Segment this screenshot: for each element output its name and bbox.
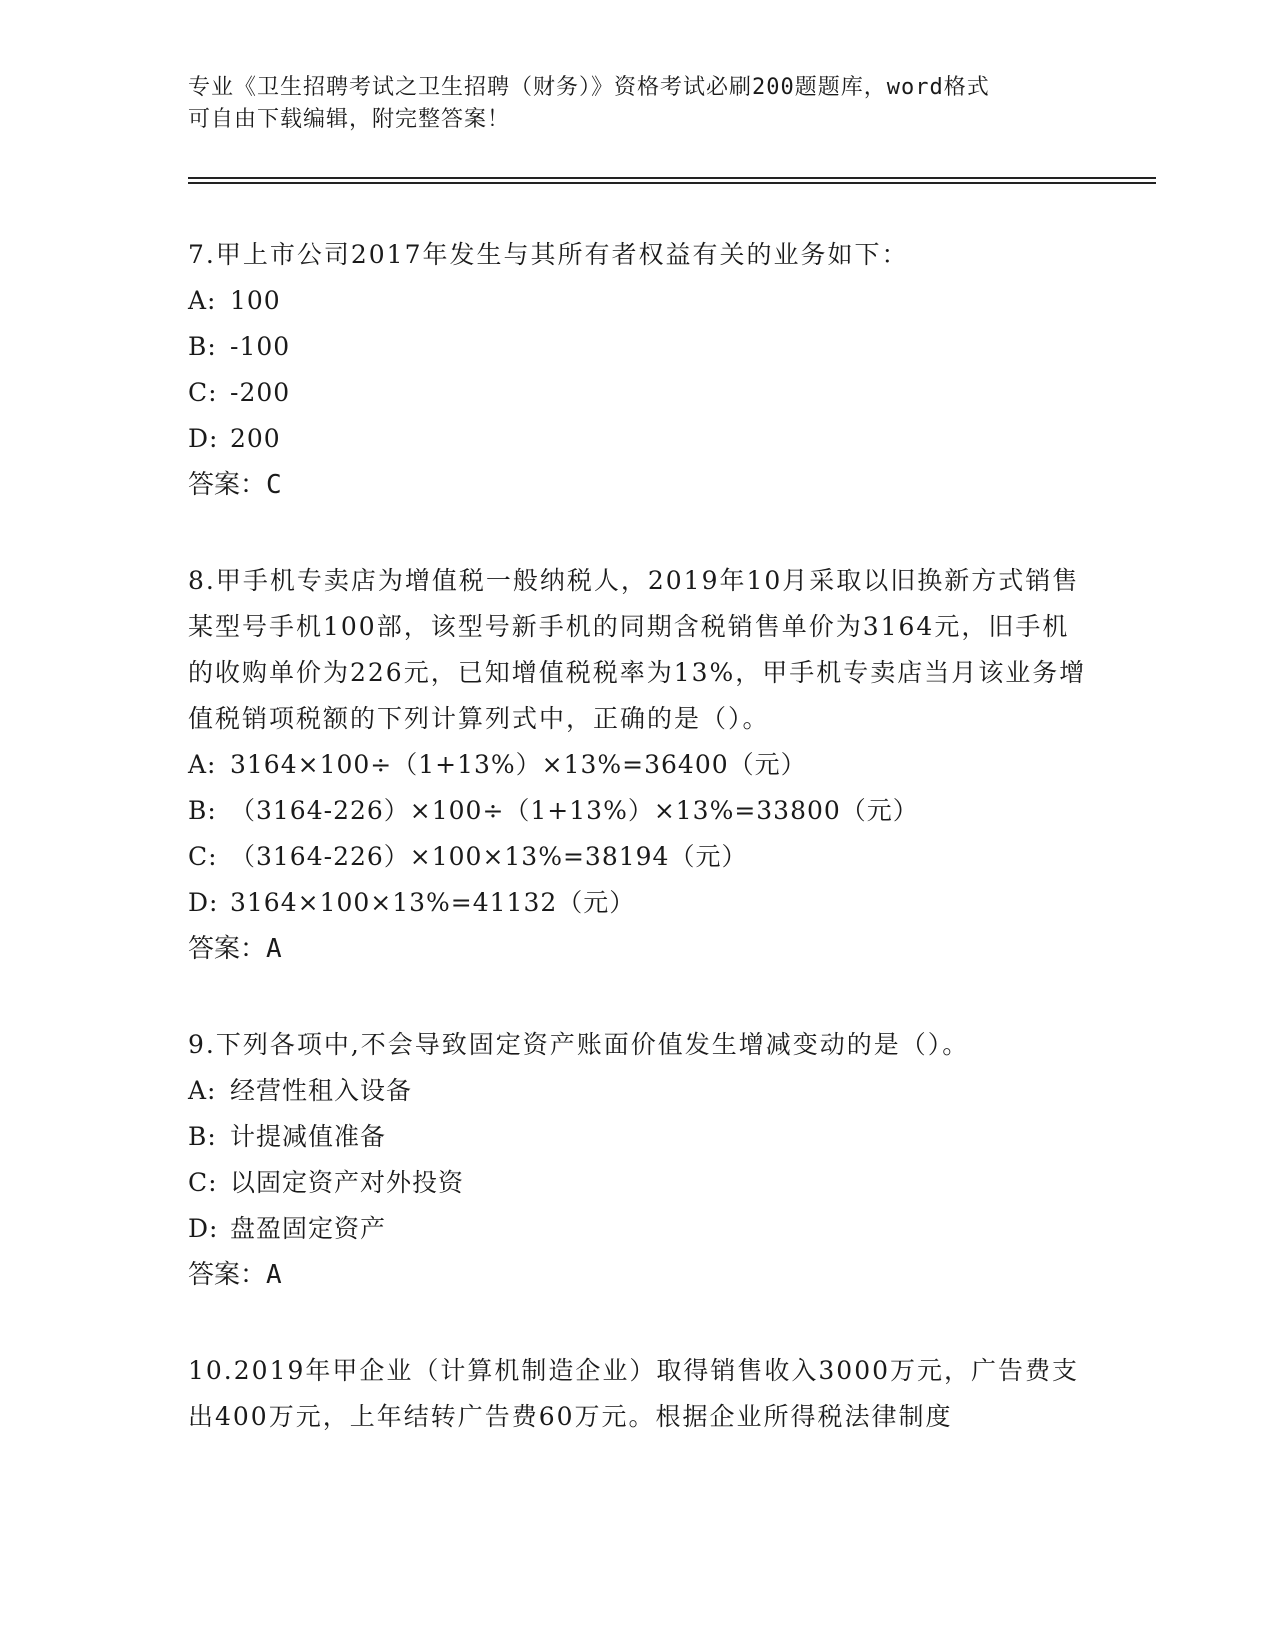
option-value: 计提减值准备 (230, 1122, 387, 1151)
option-key: C: (188, 1168, 218, 1197)
document-header (188, 72, 1068, 136)
header-divider-top (188, 177, 1156, 179)
option-key: B: (188, 796, 217, 825)
option-c (188, 370, 1088, 416)
question-10 (188, 1348, 1088, 1440)
option-key: A: (188, 1076, 217, 1105)
question-list (188, 232, 1088, 1490)
option-key: C: (188, 842, 218, 871)
header-divider-bottom (188, 182, 1156, 184)
option-b (188, 788, 1088, 834)
question-9 (188, 1022, 1088, 1298)
option-key: B: (188, 332, 217, 361)
option-value: 盘盈固定资产 (230, 1214, 387, 1243)
question-text: 7.甲上市公司2017年发生与其所有者权益有关的业务如下： (188, 240, 909, 269)
header-line-2: 可自由下载编辑，附完整答案！ (188, 107, 511, 132)
answer-label: 答案：C (188, 470, 282, 500)
question-8 (188, 558, 1088, 972)
option-b (188, 324, 1088, 370)
question-text: 8.甲手机专卖店为增值税一般纳税人，2019年10月采取以旧换新方式销售某型号手机100部，该型号新手机的同期含税销售单价为3164元，旧手机的收购单价为226元，已知增值税税率为13%，甲手机专卖店当月该业务增值税销项税额的下列计算列式中，正确的是（）。 (188, 566, 1087, 733)
option-key: A: (188, 286, 217, 315)
answer-label: 答案：A (188, 934, 282, 964)
question-text: 10.2019年甲企业（计算机制造企业）取得销售收入3000万元，广告费支出400万元，上年结转广告费60万元。根据企业所得税法律制度 (188, 1356, 1080, 1431)
option-d (188, 416, 1088, 462)
option-a (188, 742, 1088, 788)
option-key: C: (188, 378, 218, 407)
option-value: （3164-226）×100×13%=38194（元） (230, 842, 748, 871)
option-key: D: (188, 1214, 219, 1243)
option-value: 3164×100×13%=41132（元） (230, 888, 636, 917)
option-value: 100 (230, 286, 281, 315)
option-value: 200 (230, 424, 281, 453)
option-d (188, 880, 1088, 926)
option-a (188, 1068, 1088, 1114)
option-value: -200 (230, 378, 291, 407)
option-key: B: (188, 1122, 217, 1151)
option-value: 经营性租入设备 (230, 1076, 413, 1105)
option-c (188, 834, 1088, 880)
question-7 (188, 232, 1088, 508)
option-a (188, 278, 1088, 324)
option-key: D: (188, 424, 219, 453)
option-key: A: (188, 750, 217, 779)
answer-label: 答案：A (188, 1260, 282, 1290)
option-value: 3164×100÷（1+13%）×13%=36400（元） (230, 750, 807, 779)
header-line-1: 专业《卫生招聘考试之卫生招聘（财务）》资格考试必刷200题题库，word格式 (188, 75, 990, 100)
option-value: -100 (230, 332, 291, 361)
option-key: D: (188, 888, 219, 917)
option-d (188, 1206, 1088, 1252)
option-value: （3164-226）×100÷（1+13%）×13%=33800（元） (230, 796, 919, 825)
option-c (188, 1160, 1088, 1206)
option-value: 以固定资产对外投资 (230, 1168, 465, 1197)
question-text: 9.下列各项中,不会导致固定资产账面价值发生增减变动的是（）。 (188, 1030, 970, 1059)
option-b (188, 1114, 1088, 1160)
